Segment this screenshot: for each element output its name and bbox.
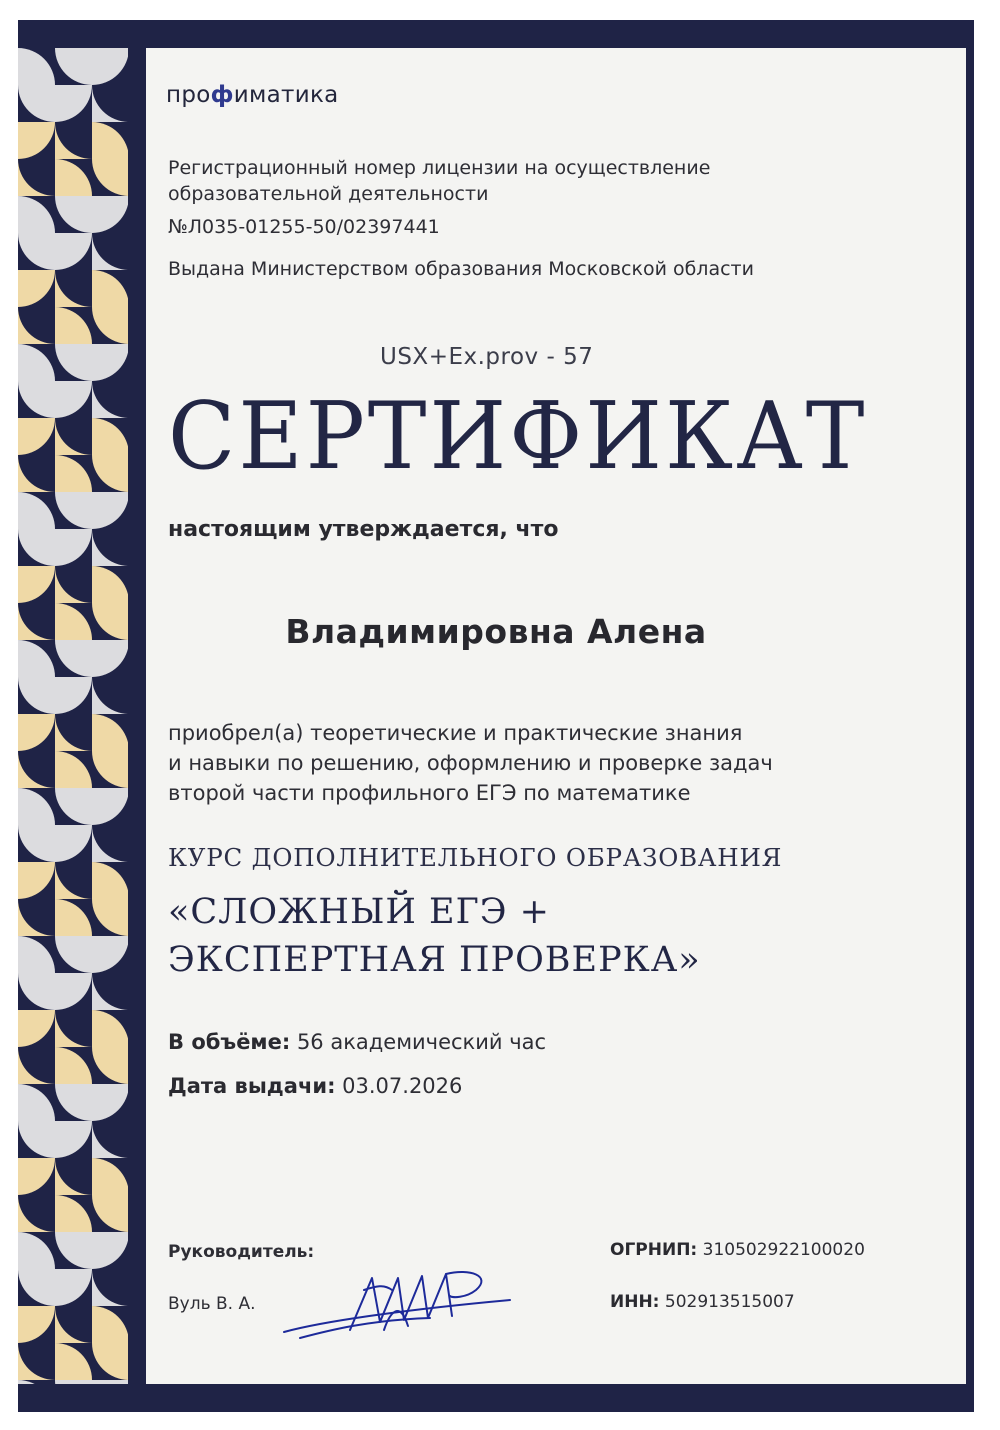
description-line: и навыки по решению, оформлению и проверке задач (168, 751, 773, 775)
certificate-title: СЕРТИФИКАТ (168, 382, 868, 491)
decorative-pattern (18, 48, 128, 1384)
license-issuer: Выдана Министерством образования Московской области (168, 258, 754, 280)
certificate-paper (146, 48, 966, 1384)
ogrnip-value: 310502922100020 (702, 1240, 865, 1260)
head-label: Руководитель: (168, 1242, 315, 1262)
pattern-shape (92, 1380, 128, 1384)
license-line: образовательной деятельности (168, 183, 489, 205)
confirm-text: настоящим утверждается, что (168, 517, 559, 542)
issue-date-label: Дата выдачи: (168, 1074, 336, 1098)
brand-logo: профиматика (166, 82, 339, 108)
license-line: Регистрационный номер лицензии на осуществление (168, 157, 711, 179)
license-text (168, 155, 868, 207)
description-line: приобрел(а) теоретические и практические знания (168, 721, 743, 745)
pattern-shape (55, 1380, 92, 1384)
head-name: Вуль В. А. (168, 1294, 256, 1314)
course-volume (168, 1030, 546, 1054)
description-line: второй части профильного ЕГЭ по математике (168, 781, 691, 805)
volume-value: 56 академический час (296, 1030, 547, 1054)
ogrnip-label: ОГРНИП: (610, 1240, 698, 1260)
signature-icon (280, 1260, 520, 1350)
license-number: №Л035-01255-50/02397441 (168, 216, 440, 238)
course-name-line: «СЛОЖНЫЙ ЕГЭ + (168, 892, 550, 932)
inn-value: 502913515007 (664, 1292, 795, 1312)
course-name (168, 888, 888, 984)
course-name-line: ЭКСПЕРТНАЯ ПРОВЕРКА» (168, 940, 701, 980)
certificate-frame (18, 20, 974, 1412)
certificate-code: USX+Ex.prov - 57 (380, 344, 594, 370)
inn (610, 1292, 795, 1312)
course-type: КУРС ДОПОЛНИТЕЛЬНОГО ОБРАЗОВАНИЯ (168, 843, 783, 872)
recipient-name: Владимировна Алена (285, 612, 707, 651)
description (168, 718, 868, 808)
inn-label: ИНН: (610, 1292, 660, 1312)
volume-label: В объёме: (168, 1030, 291, 1054)
issue-date (168, 1074, 462, 1098)
ogrnip (610, 1240, 865, 1260)
issue-date-value: 03.07.2026 (342, 1074, 463, 1098)
